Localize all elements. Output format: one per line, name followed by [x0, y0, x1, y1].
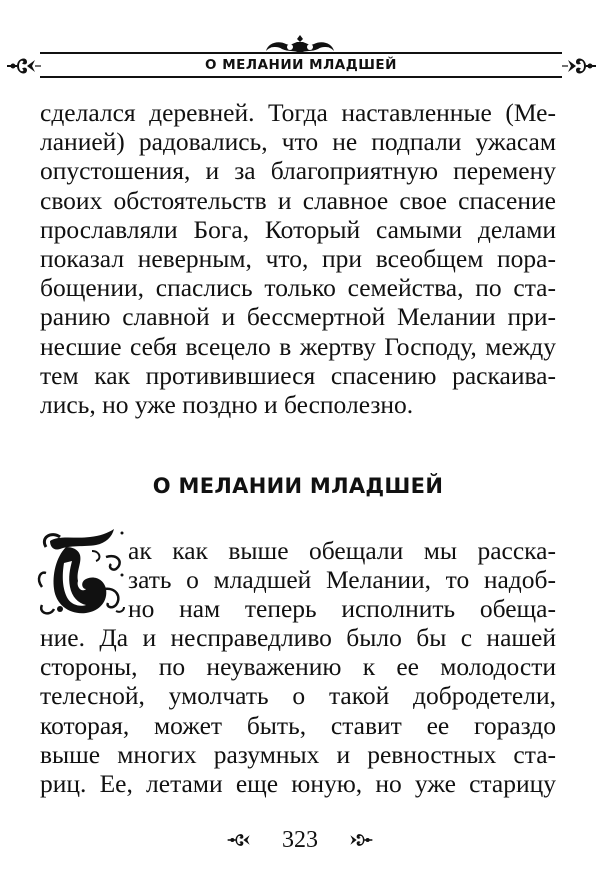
text-line: своих обстоятельств и славное свое спасение	[40, 185, 556, 215]
text-line: бощении, спаслись только семейства, по ста-	[40, 273, 556, 303]
paragraph-continuation	[40, 98, 556, 419]
text-line: прославляли Бога, Который самыми делами	[40, 214, 556, 244]
running-header-title: О МЕЛАНИИ МЛАДШЕЙ	[205, 57, 397, 73]
text-line: ранию славной и бессмертной Мелании при-	[40, 302, 556, 332]
text-line: выше многих разумных и ревностных ста-	[40, 739, 556, 769]
text-line: сделался деревней. Тогда наставленные (Ме-	[40, 98, 556, 127]
fleuron-right-icon	[342, 829, 376, 851]
paragraph-opening-lines	[128, 536, 556, 624]
text-line: которая, может быть, ставит ее гораздо	[40, 710, 556, 740]
text-line: стороны, по неуважению к ее молодости	[40, 652, 556, 682]
text-line: зать о младшей Мелании, то надоб-	[128, 565, 556, 595]
fleuron-right-icon	[560, 52, 598, 80]
text-line: ланией) радовались, что не подпали ужасам	[40, 127, 556, 157]
text-line: опустошения, и за благоприятную перемену	[40, 156, 556, 186]
text-line: показал неверным, что, при всеобщем пора-	[40, 243, 556, 273]
header-rule-bottom	[40, 76, 562, 78]
page-number: 323	[282, 826, 318, 853]
text-line: ак как выше обещали мы расска-	[128, 536, 556, 565]
text-line: телесной, умолчать о такой добродетели,	[40, 681, 556, 711]
text-line: ние. Да и несправедливо было бы с нашей	[40, 623, 556, 652]
text-line: лись, но уже поздно и бесполезно.	[40, 389, 414, 419]
fleuron-left-icon	[224, 829, 258, 851]
ornate-initial-t-icon	[36, 527, 128, 617]
text-line: риц. Ее, летами еще юную, но уже старицу	[40, 768, 556, 798]
text-line: но нам теперь исполнить обеща-	[128, 594, 556, 624]
text-line: несшие себя всецело в жертву Господу, между	[40, 331, 556, 361]
text-line: тем как противившиеся спасению раскаива-	[40, 360, 556, 390]
scroll-ornament-icon	[262, 34, 338, 54]
paragraph-body	[40, 623, 556, 798]
section-title: О МЕЛАНИИ МЛАДШЕЙ	[152, 474, 444, 498]
page-footer	[0, 826, 600, 854]
fleuron-left-icon	[5, 52, 43, 80]
header-rule-top	[40, 52, 562, 54]
